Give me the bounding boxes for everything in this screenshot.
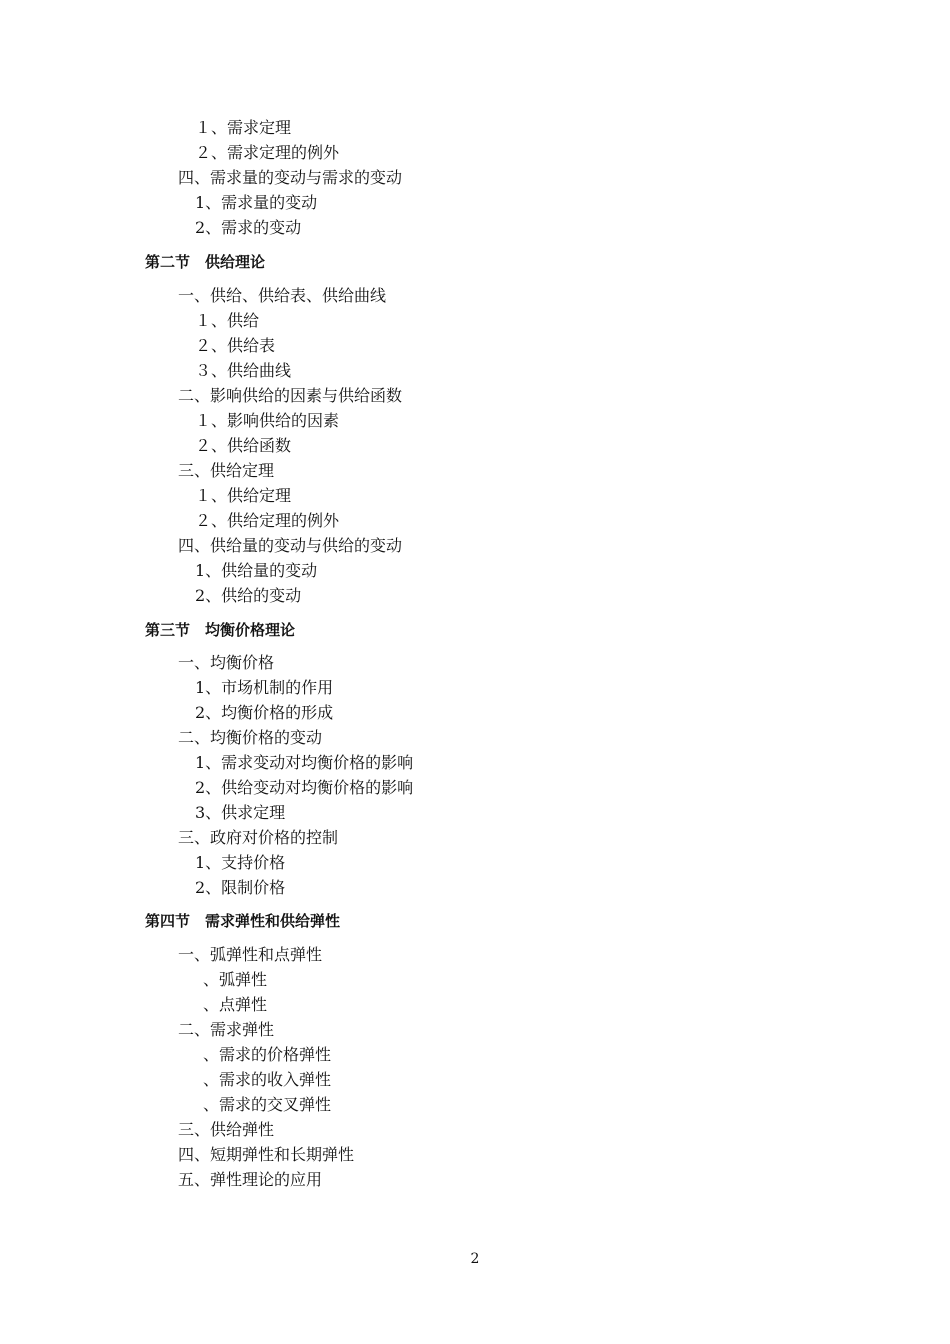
page-number: 2 [470,1251,480,1267]
outline-item: 3、供求定理 [195,803,286,822]
outline-item: １、供给 [195,311,260,330]
outline-item: 二、影响供给的因素与供给函数 [178,386,403,405]
outline-item: 二、需求弹性 [178,1020,275,1039]
outline-item: １、影响供给的因素 [195,411,340,430]
outline-item: 2、供给变动对均衡价格的影响 [195,778,414,797]
outline-item: ２、供给函数 [195,436,292,455]
section-heading: 第四节 需求弹性和供给弹性 [145,912,341,930]
outline-item: ２、供给表 [195,336,276,355]
outline-item: 三、供给定理 [178,461,275,480]
outline-item: 1、供给量的变动 [195,561,318,580]
section-heading: 第二节 供给理论 [145,253,266,271]
outline-item: 、弧弹性 [203,970,268,989]
outline-item: 三、供给弹性 [178,1120,275,1139]
outline-item: 2、供给的变动 [195,586,302,605]
outline-item: 四、短期弹性和长期弹性 [178,1145,355,1164]
outline-item: 2、限制价格 [195,878,286,897]
outline-item: 一、均衡价格 [178,653,275,672]
outline-item: 、需求的价格弹性 [203,1045,332,1064]
section-heading: 第三节 均衡价格理论 [145,621,296,639]
outline-item: 、需求的收入弹性 [203,1070,332,1089]
outline-item: １、需求定理 [195,118,292,137]
outline-item: 1、需求变动对均衡价格的影响 [195,753,414,772]
outline-item: 五、弹性理论的应用 [178,1170,323,1189]
outline-item: 1、支持价格 [195,853,286,872]
outline-item: 2、需求的变动 [195,218,302,237]
outline-item: 1、需求量的变动 [195,193,318,212]
outline-item: ２、需求定理的例外 [195,143,340,162]
outline-item: 三、政府对价格的控制 [178,828,339,847]
outline-item: 、点弹性 [203,995,268,1014]
outline-item: 一、弧弹性和点弹性 [178,945,323,964]
outline-item: 一、供给、供给表、供给曲线 [178,286,387,305]
outline-item: 、需求的交叉弹性 [203,1095,332,1114]
outline-item: 四、需求量的变动与需求的变动 [178,168,403,187]
outline-item: 二、均衡价格的变动 [178,728,323,747]
outline-item: 1、市场机制的作用 [195,678,334,697]
outline-item: 2、均衡价格的形成 [195,703,334,722]
outline-item: １、供给定理 [195,486,292,505]
outline-item: ２、供给定理的例外 [195,511,340,530]
outline-item: 四、供给量的变动与供给的变动 [178,536,403,555]
outline-item: ３、供给曲线 [195,361,292,380]
